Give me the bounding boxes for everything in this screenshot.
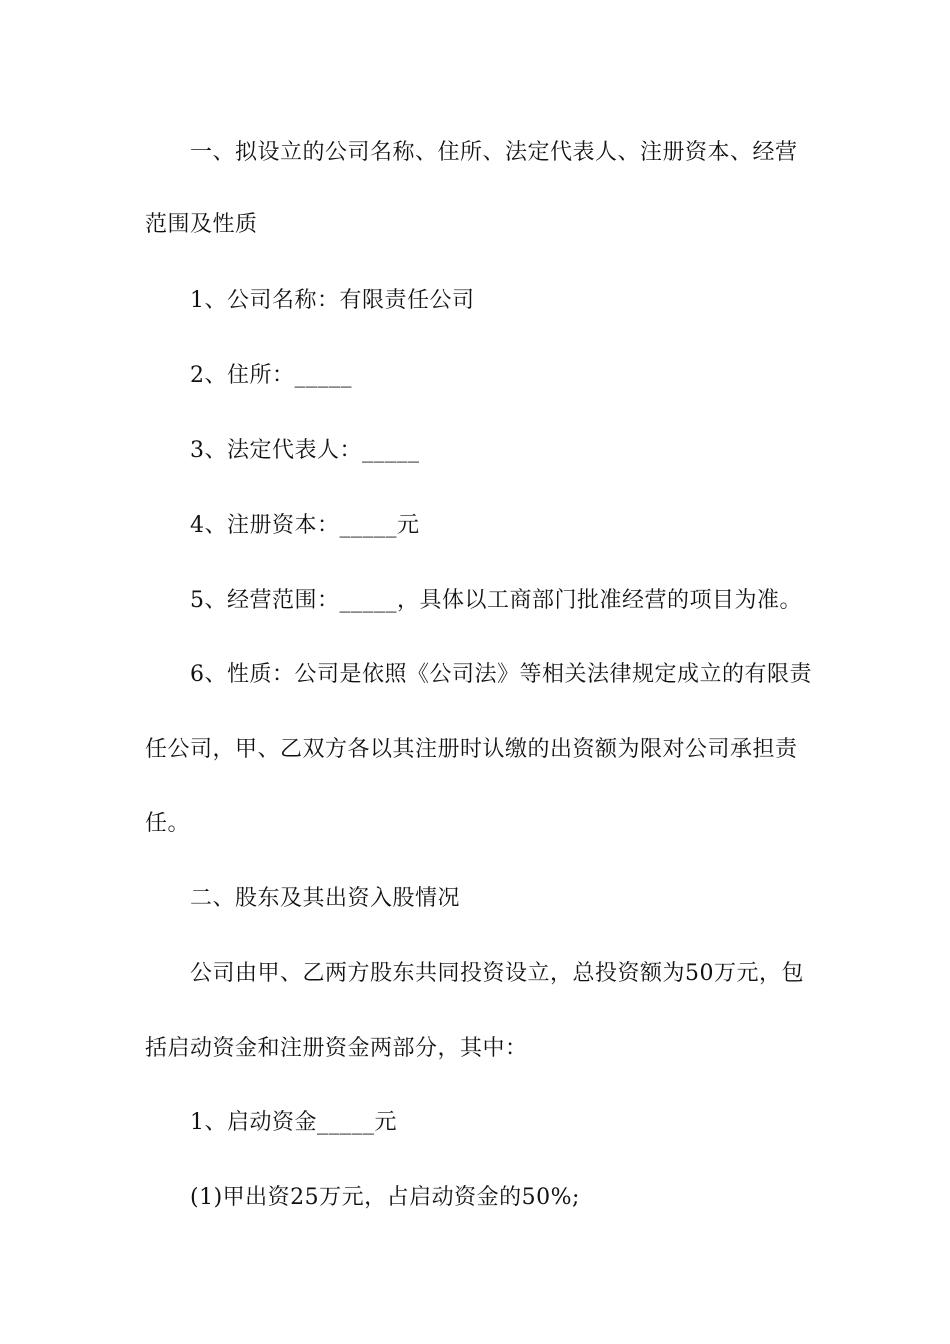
nature-item-line-1: 6、性质：公司是依照《公司法》等相关法律规定成立的有限责: [190, 662, 812, 687]
company-name-item: 1、公司名称：有限责任公司: [190, 288, 475, 313]
address-item: 2、住所：_____: [190, 363, 352, 388]
business-scope-item: 5、经营范围：_____，具体以工商部门批准经营的项目为准。: [190, 588, 802, 613]
section-heading-1-line-2: 范围及性质: [145, 212, 258, 237]
party-a-contribution-item: (1)甲出资25万元，占启动资金的50%;: [190, 1185, 580, 1210]
nature-item-line-3: 任。: [145, 811, 191, 836]
section-heading-1-line-1: 一、拟设立的公司名称、住所、法定代表人、注册资本、经营: [190, 140, 798, 165]
investment-paragraph-line-1: 公司由甲、乙两方股东共同投资设立，总投资额为50万元，包: [190, 961, 804, 986]
section-heading-2: 二、股东及其出资入股情况: [190, 886, 461, 911]
registered-capital-item: 4、注册资本：_____元: [190, 513, 420, 538]
legal-representative-item: 3、法定代表人：_____: [190, 438, 420, 463]
startup-fund-item: 1、启动资金_____元: [190, 1110, 397, 1135]
investment-paragraph-line-2: 括启动资金和注册资金两部分，其中：: [145, 1036, 528, 1061]
nature-item-line-2: 任公司，甲、乙双方各以其注册时认缴的出资额为限对公司承担责: [145, 737, 798, 762]
